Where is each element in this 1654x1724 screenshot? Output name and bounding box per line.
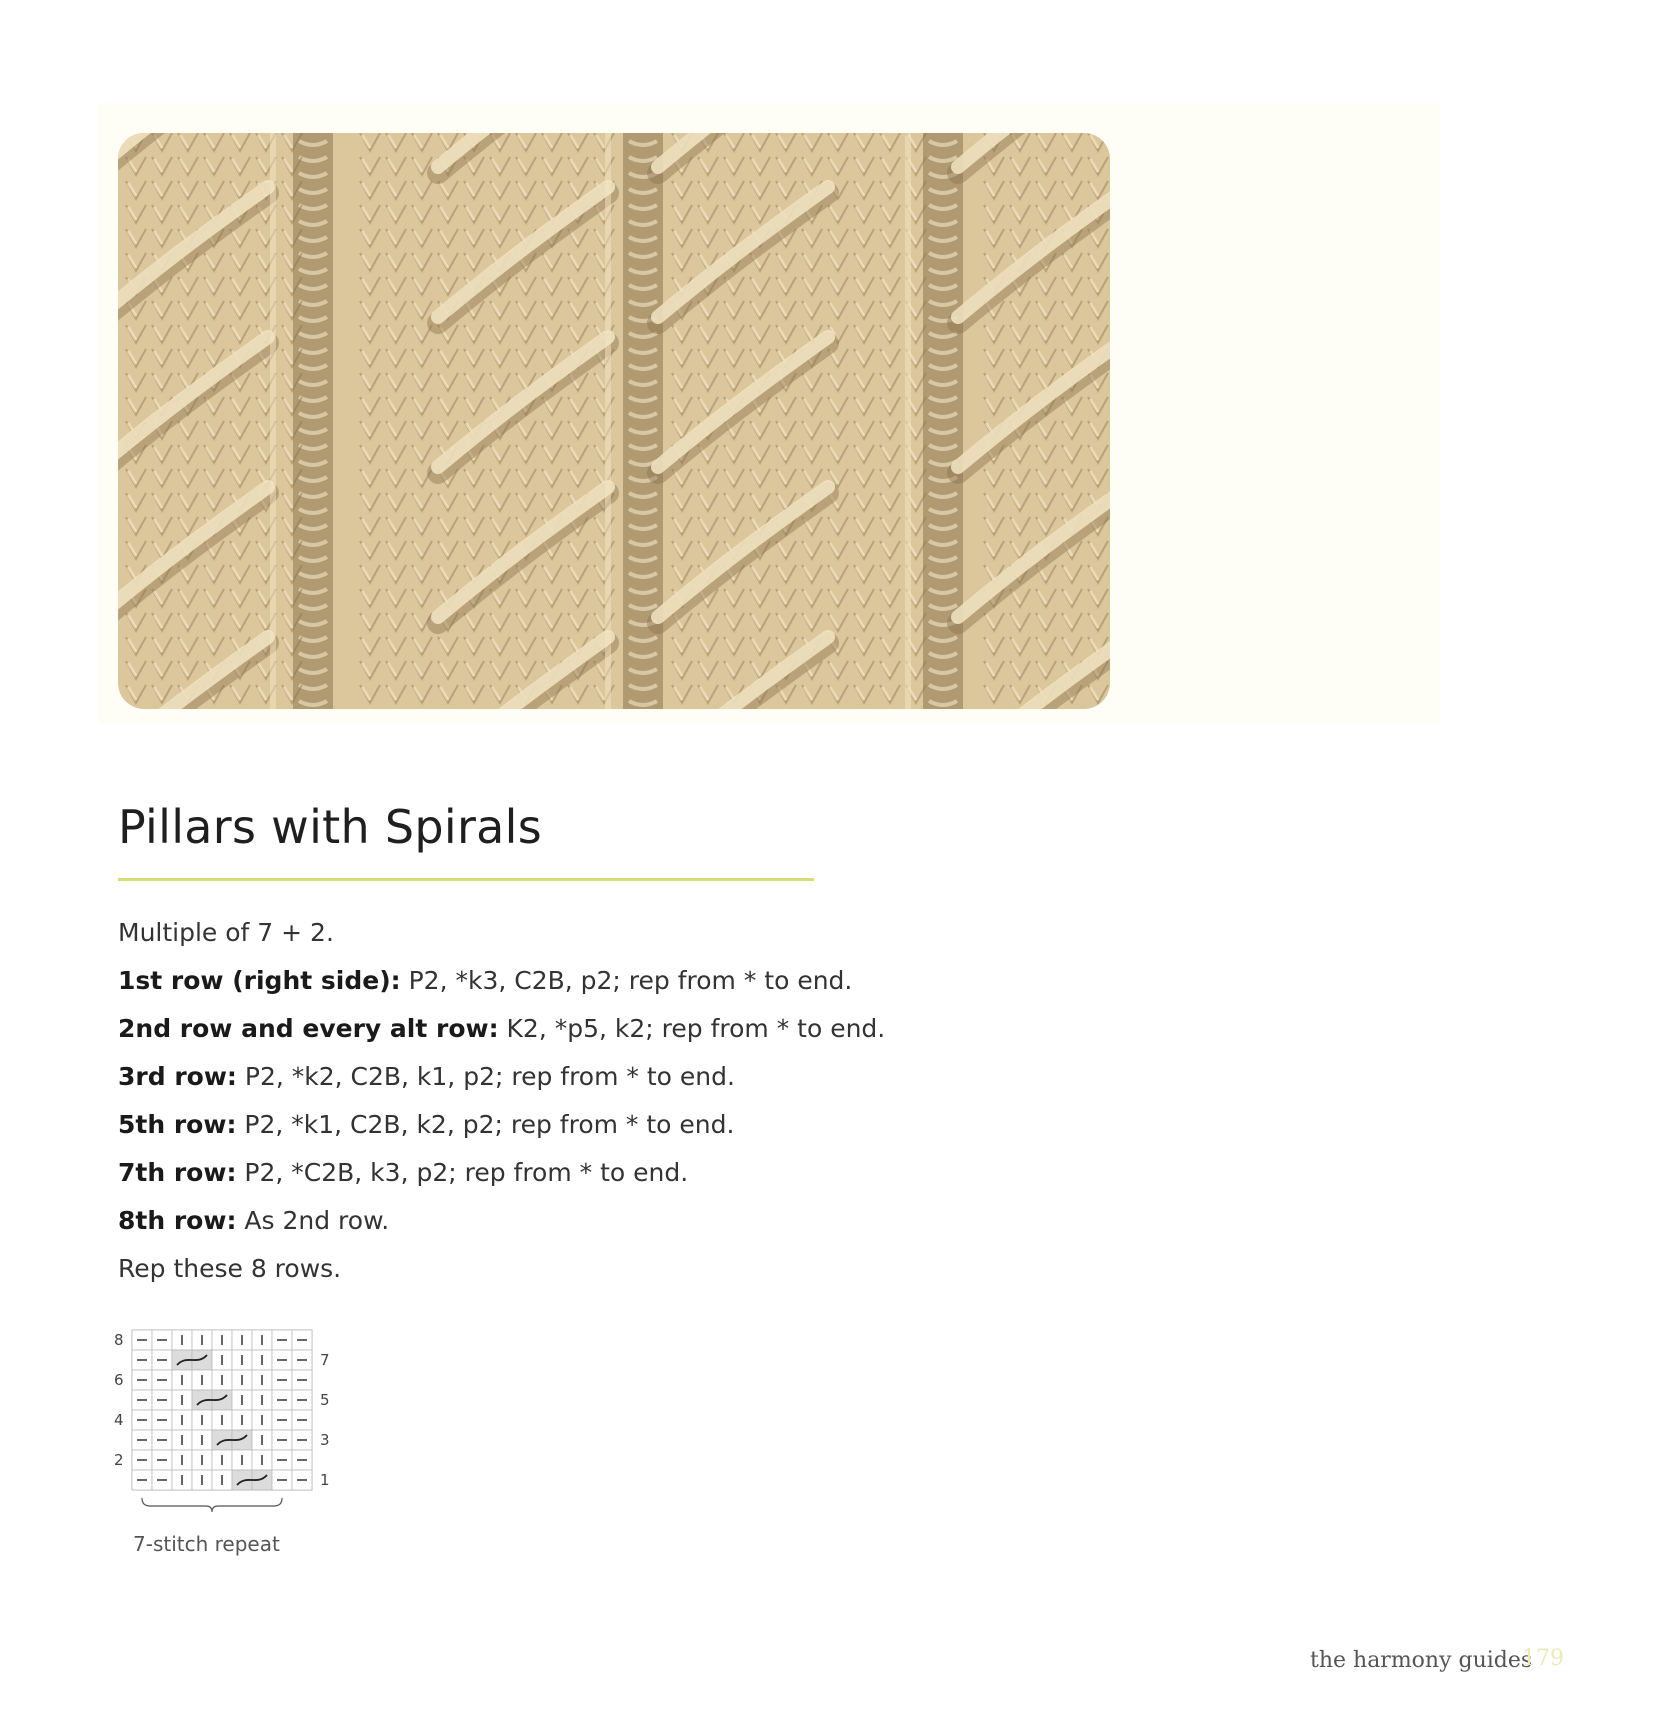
row-label: 3rd row:: [118, 1062, 237, 1091]
row-number-left: 2: [114, 1451, 124, 1469]
row-label: 8th row:: [118, 1206, 237, 1235]
row-number-left: 6: [114, 1371, 124, 1389]
footer-book-title: the harmony guides: [1310, 1648, 1533, 1673]
instruction-row-5: [118, 1110, 734, 1139]
row-text: P2, *k2, C2B, k1, p2; rep from * to end.: [236, 1062, 735, 1091]
repeat-label: 7-stitch repeat: [133, 1532, 280, 1556]
instruction-row-8: [118, 1206, 389, 1235]
row-number-left: 4: [114, 1411, 124, 1429]
row-number-right: 5: [320, 1391, 330, 1409]
row-number-right: 1: [320, 1471, 330, 1489]
repeat-bracket: [142, 1498, 282, 1512]
title-underline: [118, 878, 814, 881]
page-number: 179: [1522, 1646, 1564, 1671]
row-number-right: 3: [320, 1431, 330, 1449]
row-label: 2nd row and every alt row:: [118, 1014, 499, 1043]
row-label: 7th row:: [118, 1158, 237, 1187]
row-text: As 2nd row.: [236, 1206, 390, 1235]
stitch-chart: [108, 1326, 348, 1530]
instruction-row-3: [118, 1062, 735, 1091]
row-label: 1st row (right side):: [118, 966, 401, 995]
row-text: P2, *k3, C2B, p2; rep from * to end.: [400, 966, 853, 995]
row-text: K2, *p5, k2; rep from * to end.: [498, 1014, 886, 1043]
row-text: P2, *k1, C2B, k2, p2; rep from * to end.: [236, 1110, 735, 1139]
pattern-title: Pillars with Spirals: [118, 800, 542, 854]
knitted-swatch-photo: [118, 133, 1110, 709]
row-number-right: 7: [320, 1351, 330, 1369]
row-text: P2, *C2B, k3, p2; rep from * to end.: [236, 1158, 689, 1187]
cable-knit-swatch-image: [118, 133, 1110, 709]
repeat-instruction: Rep these 8 rows.: [118, 1254, 342, 1283]
stitch-chart-grid: [108, 1326, 348, 1526]
row-label: 5th row:: [118, 1110, 237, 1139]
instruction-row-1: [118, 966, 852, 995]
row-number-left: 8: [114, 1331, 124, 1349]
instruction-row-7: [118, 1158, 688, 1187]
multiple-text: Multiple of 7 + 2.: [118, 918, 334, 947]
instruction-row-2: [118, 1014, 885, 1043]
